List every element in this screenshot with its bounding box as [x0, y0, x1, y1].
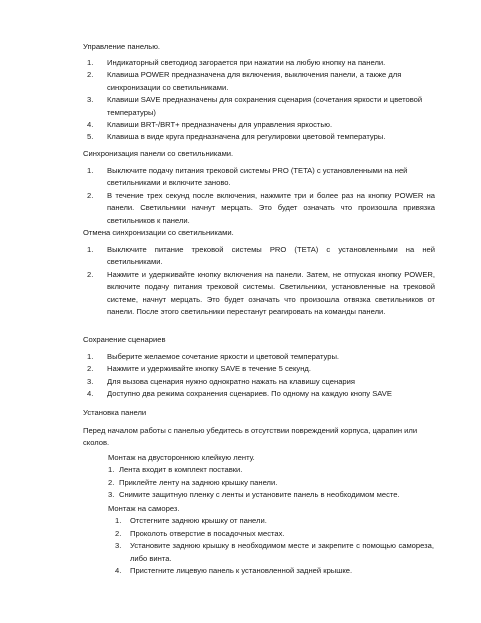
- list-item: 3. Установите заднюю крышку в необходимом месте и закрепите с помощью самореза, либо винта.: [115, 541, 434, 563]
- list-item: 2. В течение трех секунд после включения, нажмите три и более раз на кнопку POWER на панели. Светильники начнут мерцать. Это будет означать что произошла привязка светильников к панели.: [87, 190, 435, 225]
- installation-intro: [83, 425, 435, 450]
- paragraph: Перед началом работы с панелью убедитесь в отсутствии повреждений корпуса, царапин или сколов.: [83, 426, 418, 448]
- subheading: Монтаж на саморез.: [108, 504, 180, 513]
- section-heading: Установка панели: [83, 408, 147, 417]
- list-item: 4. Клавиши BRT-/BRT+ предназначены для управления яркостью.: [87, 120, 333, 130]
- list-item: 1. Отстегните заднюю крышку от панели.: [115, 516, 267, 526]
- list-item: 3. Для вызова сценария нужно однократно нажать на клавишу сценария: [87, 376, 356, 386]
- section-heading: Сохранение сценариев: [83, 335, 166, 344]
- panel-control-list: [83, 57, 435, 144]
- section-heading: Отмена синхронизации со светильниками.: [83, 228, 234, 237]
- list-item: 2. Приклейте ленту на заднюю крышку панели.: [108, 477, 278, 487]
- section-unsync: [83, 227, 435, 239]
- list-item: 2. Проколоть отверстие в посадочных местах.: [115, 528, 285, 538]
- list-item: 4. Доступно два режима сохранения сценариев. По одному на каждую кнопу SAVE: [87, 389, 392, 399]
- list-item: 1. Выберите желаемое сочетание яркости и цветовой температуры.: [87, 352, 340, 361]
- unsync-list: [83, 244, 435, 318]
- list-item: 3. Снимите защитную пленку с ленты и установите панель в необходимом месте.: [108, 490, 400, 500]
- list-item: 5. Клавиша в виде круга предназначена для регулировки цветовой температуры.: [87, 132, 386, 142]
- tape-mount: [108, 452, 434, 502]
- section-panel-control: [83, 41, 435, 53]
- tape-mount-list: [108, 464, 434, 501]
- screw-mount-list: [108, 515, 434, 577]
- list-item: 1. Выключите подачу питания трековой системы PRO (TETA) с установленными на ней светильниками и включите заново.: [87, 166, 408, 188]
- list-item: 2. Клавиша POWER предназначена для включения, выключения панели, а также для синхронизации со светильниками.: [87, 70, 402, 92]
- list-item: 4. Пристегните лицевую панель к установленной задней крышке.: [115, 566, 353, 576]
- section-scenarios: [83, 334, 435, 346]
- screw-mount: [108, 503, 434, 577]
- list-item: 1. Выключите питание трековой системы PRO (TETA) с установленными на ней светильниками.: [87, 245, 435, 267]
- list-item: 2. Нажмите и удерживайте кнопку включения на панели. Затем, не отпуская кнопку POWER, включите подачу питания трековой системы. Светильники, установленные на трековой системе, начнут мерцать. Это будет означать что произошла отвязка светильников от панели. После этого светильники перестанут реагировать на команды панели.: [87, 269, 435, 317]
- list-item: 1. Лента входит в комплект поставки.: [108, 465, 243, 475]
- section-installation: [83, 407, 435, 419]
- section-sync: [83, 148, 435, 160]
- sync-list: [83, 165, 435, 227]
- subheading: Монтаж на двустороннюю клейкую ленту.: [108, 453, 255, 462]
- list-item: 3. Клавиши SAVE предназначены для сохранения сценария (сочетания яркости и цветовой температуры): [87, 95, 423, 117]
- section-heading: Синхронизация панели со светильниками.: [83, 149, 234, 158]
- scenarios-list: [83, 351, 435, 401]
- section-heading: Управление панелью.: [83, 42, 161, 51]
- list-item: 2. Нажмите и удерживайте кнопку SAVE в течение 5 секунд.: [87, 364, 311, 374]
- list-item: 1. Индикаторный светодиод загорается при нажатии на любую кнопку на панели.: [87, 58, 386, 67]
